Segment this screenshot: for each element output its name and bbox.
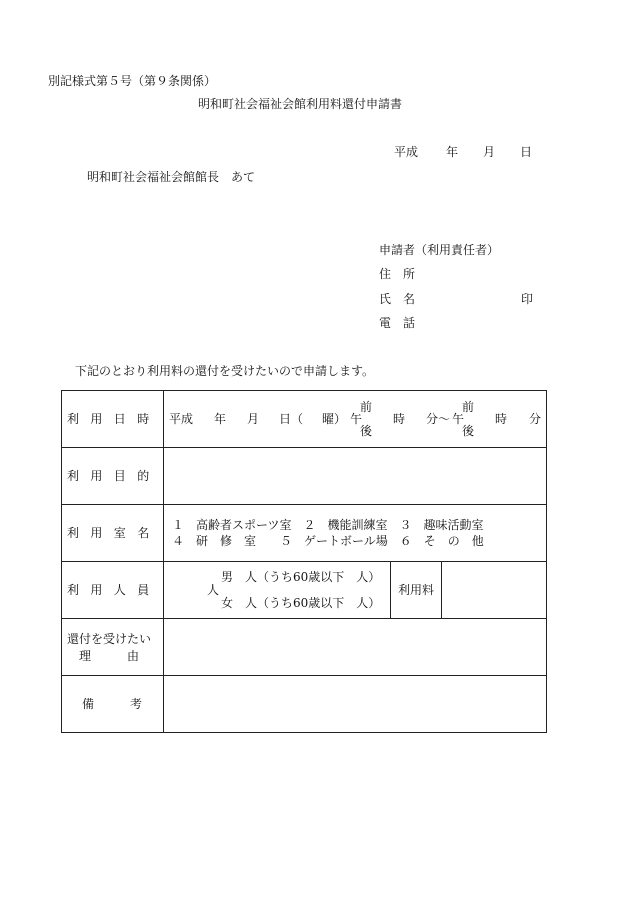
applicant-address-label: 住 所 [379, 267, 416, 281]
applicant-seal-mark: 印 [521, 292, 534, 306]
usage-purpose-field[interactable] [164, 448, 547, 505]
row-refund-reason [62, 619, 547, 676]
headcount-total: 人 [207, 583, 220, 597]
row-usage-purpose [62, 448, 547, 505]
dt-minute-tilde: 分〜 [426, 412, 451, 426]
dt-day: 日（ [279, 412, 304, 426]
application-form-table [61, 390, 547, 733]
dt-noon: 午 [350, 412, 363, 426]
headcount-female: 女 人（うち60歳以下 人） [221, 596, 381, 610]
dt-weekday: 曜） [322, 412, 347, 426]
document-title: 明和町社会福祉会館利用料還付申請書 [198, 97, 403, 111]
dt-hour: 時 [393, 412, 406, 426]
fee-label-cell [391, 562, 442, 619]
room-options-line1: １ 高齢者スポーツ室 ２ 機能訓練室 ３ 趣味活動室 [172, 518, 484, 532]
headcount-field[interactable] [164, 562, 391, 619]
fee-field[interactable] [442, 562, 547, 619]
usage-datetime-label: 利用日時 [67, 412, 161, 426]
remarks-label-cell [62, 676, 164, 733]
room-name-label-cell [62, 505, 164, 562]
dt-pm-bottom2: 後 [462, 424, 475, 438]
dt-era: 平成 [169, 412, 194, 426]
addressee: 明和町社会福祉会館館長 あて [87, 170, 256, 184]
dt-noon2: 午 [452, 412, 465, 426]
usage-purpose-label-cell [62, 448, 164, 505]
refund-reason-field[interactable] [164, 619, 547, 676]
refund-reason-label-line2: 理 由 [79, 648, 140, 663]
usage-datetime-label-cell [62, 391, 164, 448]
remarks-field[interactable] [164, 676, 547, 733]
dt-am-top2: 前 [462, 400, 475, 414]
dt-year: 年 [214, 412, 227, 426]
room-name-label: 利用室名 [67, 526, 161, 540]
usage-datetime-field[interactable] [164, 391, 547, 448]
dt-pm-bottom: 後 [360, 424, 373, 438]
remarks-label: 備 考 [82, 697, 143, 711]
form-number: 別記様式第５号（第９条関係） [48, 74, 217, 88]
intro-text: 下記のとおり利用料の還付を受けたいので申請します。 [75, 364, 375, 378]
usage-purpose-label: 利用目的 [67, 469, 161, 483]
date-month: 月 [483, 145, 496, 159]
applicant-name-label: 氏 名 [379, 292, 416, 306]
fee-label: 利用料 [397, 583, 434, 597]
dt-month: 月 [247, 412, 260, 426]
applicant-heading: 申請者（利用責任者） [379, 243, 500, 257]
date-year: 年 [446, 145, 459, 159]
date-era: 平成 [394, 145, 419, 159]
date-day: 日 [520, 145, 533, 159]
room-name-field[interactable] [164, 505, 547, 562]
headcount-label: 利用人員 [67, 583, 161, 597]
row-headcount [62, 562, 547, 619]
refund-reason-label-cell [62, 619, 164, 676]
dt-hour2: 時 [495, 412, 508, 426]
row-remarks [62, 676, 547, 733]
row-room-name [62, 505, 547, 562]
applicant-phone-label: 電 話 [379, 316, 416, 330]
room-options-line2: ４ 研 修 室 ５ ゲートボール場 ６ そ の 他 [172, 534, 484, 548]
dt-am-top: 前 [360, 400, 373, 414]
refund-reason-label-line1: 還付を受けたい [67, 631, 152, 646]
headcount-male: 男 人（うち60歳以下 人） [221, 570, 381, 584]
headcount-label-cell [62, 562, 164, 619]
dt-minute2: 分 [529, 412, 542, 426]
row-usage-datetime [62, 391, 547, 448]
